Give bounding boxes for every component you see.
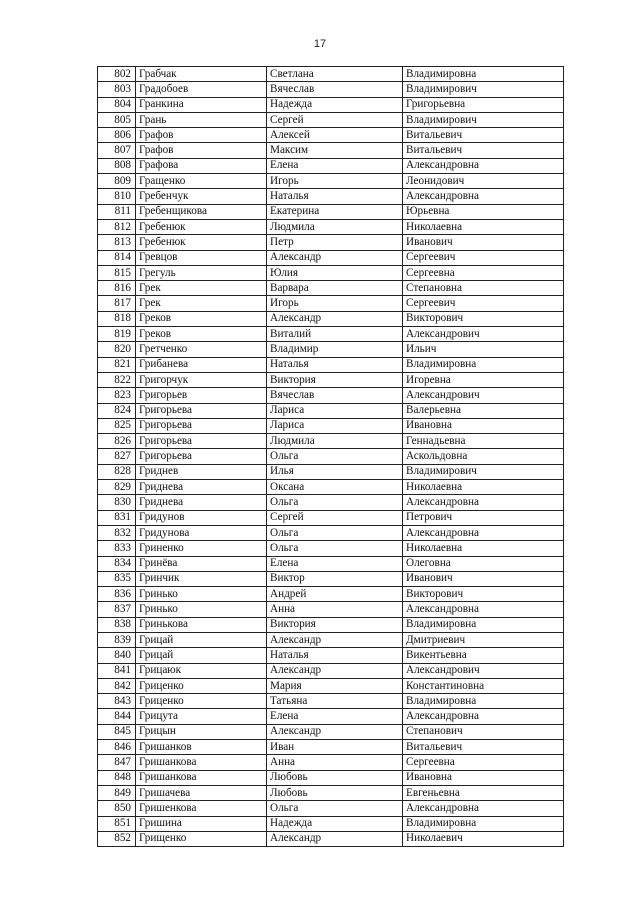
row-number-cell: 820: [98, 342, 136, 357]
patronymic-cell: Викентьевна: [403, 648, 564, 663]
table-row: [98, 587, 564, 602]
row-number-cell: 802: [98, 67, 136, 82]
first-name-cell: Любовь: [267, 770, 403, 785]
last-name-cell: Гриценко: [136, 694, 267, 709]
patronymic-cell: Александровна: [403, 709, 564, 724]
table-row: [98, 189, 564, 204]
table-row: [98, 418, 564, 433]
row-number-cell: 840: [98, 648, 136, 663]
first-name-cell: Екатерина: [267, 204, 403, 219]
first-name-cell: Андрей: [267, 587, 403, 602]
table-row: [98, 770, 564, 785]
table-row: [98, 709, 564, 724]
table-row: [98, 204, 564, 219]
patronymic-cell: Леонидович: [403, 174, 564, 189]
first-name-cell: Александр: [267, 311, 403, 326]
first-name-cell: Александр: [267, 250, 403, 265]
row-number-cell: 815: [98, 265, 136, 280]
last-name-cell: Григорьева: [136, 449, 267, 464]
patronymic-cell: Викторович: [403, 587, 564, 602]
first-name-cell: Александр: [267, 632, 403, 647]
row-number-cell: 850: [98, 801, 136, 816]
patronymic-cell: Александровна: [403, 602, 564, 617]
last-name-cell: Гришенкова: [136, 801, 267, 816]
patronymic-cell: Александровна: [403, 525, 564, 540]
table-row: [98, 495, 564, 510]
first-name-cell: Варвара: [267, 281, 403, 296]
table-row: [98, 648, 564, 663]
patronymic-cell: Сергеевна: [403, 265, 564, 280]
patronymic-cell: Сергеевич: [403, 250, 564, 265]
first-name-cell: Оксана: [267, 480, 403, 495]
patronymic-cell: Владимировна: [403, 67, 564, 82]
table-row: [98, 235, 564, 250]
row-number-cell: 835: [98, 571, 136, 586]
last-name-cell: Гретченко: [136, 342, 267, 357]
table-row: [98, 174, 564, 189]
last-name-cell: Грицута: [136, 709, 267, 724]
patronymic-cell: Владимирович: [403, 464, 564, 479]
table-row: [98, 480, 564, 495]
last-name-cell: Греков: [136, 311, 267, 326]
patronymic-cell: Юрьевна: [403, 204, 564, 219]
row-number-cell: 824: [98, 403, 136, 418]
first-name-cell: Наталья: [267, 648, 403, 663]
first-name-cell: Светлана: [267, 67, 403, 82]
row-number-cell: 836: [98, 587, 136, 602]
first-name-cell: Наталья: [267, 357, 403, 372]
first-name-cell: Елена: [267, 709, 403, 724]
table-row: [98, 388, 564, 403]
row-number-cell: 845: [98, 724, 136, 739]
last-name-cell: Грек: [136, 296, 267, 311]
patronymic-cell: Олеговна: [403, 556, 564, 571]
row-number-cell: 812: [98, 219, 136, 234]
table-row: [98, 372, 564, 387]
last-name-cell: Гребенчук: [136, 189, 267, 204]
row-number-cell: 806: [98, 128, 136, 143]
table-row: [98, 434, 564, 449]
table-row: [98, 296, 564, 311]
last-name-cell: Гриднева: [136, 495, 267, 510]
first-name-cell: Наталья: [267, 189, 403, 204]
last-name-cell: Грек: [136, 281, 267, 296]
table-row: [98, 632, 564, 647]
row-number-cell: 803: [98, 82, 136, 97]
first-name-cell: Юлия: [267, 265, 403, 280]
last-name-cell: Гридунов: [136, 510, 267, 525]
last-name-cell: Грищенко: [136, 831, 267, 846]
last-name-cell: Гриднев: [136, 464, 267, 479]
last-name-cell: Гринькова: [136, 617, 267, 632]
table-row: [98, 541, 564, 556]
row-number-cell: 826: [98, 434, 136, 449]
table-row: [98, 311, 564, 326]
last-name-cell: Григорьева: [136, 403, 267, 418]
patronymic-cell: Владимирович: [403, 82, 564, 97]
table-row: [98, 755, 564, 770]
table-row: [98, 128, 564, 143]
registry-table-body: [98, 67, 564, 847]
patronymic-cell: Евгеньевна: [403, 785, 564, 800]
table-row: [98, 694, 564, 709]
row-number-cell: 841: [98, 663, 136, 678]
table-row: [98, 724, 564, 739]
last-name-cell: Гревцов: [136, 250, 267, 265]
row-number-cell: 834: [98, 556, 136, 571]
table-row: [98, 602, 564, 617]
last-name-cell: Гребенюк: [136, 219, 267, 234]
row-number-cell: 843: [98, 694, 136, 709]
registry-table: [97, 66, 564, 847]
first-name-cell: Игорь: [267, 296, 403, 311]
table-row: [98, 265, 564, 280]
row-number-cell: 805: [98, 112, 136, 127]
first-name-cell: Виталий: [267, 327, 403, 342]
row-number-cell: 839: [98, 632, 136, 647]
row-number-cell: 852: [98, 831, 136, 846]
first-name-cell: Людмила: [267, 434, 403, 449]
row-number-cell: 827: [98, 449, 136, 464]
row-number-cell: 844: [98, 709, 136, 724]
first-name-cell: Виктор: [267, 571, 403, 586]
last-name-cell: Графова: [136, 158, 267, 173]
row-number-cell: 851: [98, 816, 136, 831]
first-name-cell: Петр: [267, 235, 403, 250]
table-row: [98, 556, 564, 571]
table-row: [98, 97, 564, 112]
last-name-cell: Гринчик: [136, 571, 267, 586]
patronymic-cell: Владимировна: [403, 816, 564, 831]
first-name-cell: Ольга: [267, 541, 403, 556]
table-row: [98, 801, 564, 816]
patronymic-cell: Степановна: [403, 281, 564, 296]
last-name-cell: Гребенщикова: [136, 204, 267, 219]
last-name-cell: Грань: [136, 112, 267, 127]
table-row: [98, 678, 564, 693]
row-number-cell: 813: [98, 235, 136, 250]
first-name-cell: Илья: [267, 464, 403, 479]
first-name-cell: Максим: [267, 143, 403, 158]
patronymic-cell: Ивановна: [403, 770, 564, 785]
first-name-cell: Елена: [267, 158, 403, 173]
patronymic-cell: Ивановна: [403, 418, 564, 433]
first-name-cell: Лариса: [267, 418, 403, 433]
row-number-cell: 816: [98, 281, 136, 296]
table-row: [98, 158, 564, 173]
patronymic-cell: Александровна: [403, 495, 564, 510]
patronymic-cell: Геннадьевна: [403, 434, 564, 449]
first-name-cell: Ольга: [267, 449, 403, 464]
patronymic-cell: Петрович: [403, 510, 564, 525]
last-name-cell: Гращенко: [136, 174, 267, 189]
patronymic-cell: Витальевич: [403, 128, 564, 143]
first-name-cell: Лариса: [267, 403, 403, 418]
last-name-cell: Грибанева: [136, 357, 267, 372]
first-name-cell: Анна: [267, 755, 403, 770]
row-number-cell: 846: [98, 740, 136, 755]
patronymic-cell: Ильич: [403, 342, 564, 357]
table-row: [98, 112, 564, 127]
first-name-cell: Игорь: [267, 174, 403, 189]
row-number-cell: 831: [98, 510, 136, 525]
patronymic-cell: Владимировна: [403, 617, 564, 632]
table-row: [98, 571, 564, 586]
last-name-cell: Гранкина: [136, 97, 267, 112]
first-name-cell: Александр: [267, 831, 403, 846]
table-row: [98, 525, 564, 540]
first-name-cell: Виктория: [267, 372, 403, 387]
patronymic-cell: Григорьевна: [403, 97, 564, 112]
row-number-cell: 822: [98, 372, 136, 387]
last-name-cell: Гребенюк: [136, 235, 267, 250]
row-number-cell: 819: [98, 327, 136, 342]
patronymic-cell: Игоревна: [403, 372, 564, 387]
table-row: [98, 617, 564, 632]
row-number-cell: 829: [98, 480, 136, 495]
last-name-cell: Гришачева: [136, 785, 267, 800]
table-row: [98, 67, 564, 82]
first-name-cell: Ольга: [267, 801, 403, 816]
last-name-cell: Гриднева: [136, 480, 267, 495]
patronymic-cell: Сергеевич: [403, 296, 564, 311]
row-number-cell: 849: [98, 785, 136, 800]
patronymic-cell: Николаевна: [403, 541, 564, 556]
patronymic-cell: Александровна: [403, 801, 564, 816]
patronymic-cell: Александрович: [403, 663, 564, 678]
first-name-cell: Александр: [267, 663, 403, 678]
patronymic-cell: Аскольдовна: [403, 449, 564, 464]
row-number-cell: 807: [98, 143, 136, 158]
table-row: [98, 510, 564, 525]
last-name-cell: Гридунова: [136, 525, 267, 540]
first-name-cell: Надежда: [267, 816, 403, 831]
table-row: [98, 785, 564, 800]
patronymic-cell: Николаевна: [403, 480, 564, 495]
patronymic-cell: Александровна: [403, 158, 564, 173]
table-row: [98, 82, 564, 97]
row-number-cell: 808: [98, 158, 136, 173]
row-number-cell: 817: [98, 296, 136, 311]
patronymic-cell: Владимирович: [403, 112, 564, 127]
first-name-cell: Виктория: [267, 617, 403, 632]
last-name-cell: Григорчук: [136, 372, 267, 387]
table-row: [98, 342, 564, 357]
table-row: [98, 357, 564, 372]
patronymic-cell: Иванович: [403, 571, 564, 586]
patronymic-cell: Константиновна: [403, 678, 564, 693]
last-name-cell: Григорьева: [136, 418, 267, 433]
last-name-cell: Грицай: [136, 648, 267, 663]
table-row: [98, 464, 564, 479]
last-name-cell: Гришанков: [136, 740, 267, 755]
last-name-cell: Градобоев: [136, 82, 267, 97]
table-row: [98, 250, 564, 265]
last-name-cell: Гришанкова: [136, 770, 267, 785]
first-name-cell: Елена: [267, 556, 403, 571]
first-name-cell: Мария: [267, 678, 403, 693]
first-name-cell: Алексей: [267, 128, 403, 143]
patronymic-cell: Николаевич: [403, 831, 564, 846]
row-number-cell: 842: [98, 678, 136, 693]
row-number-cell: 838: [98, 617, 136, 632]
patronymic-cell: Витальевич: [403, 740, 564, 755]
row-number-cell: 847: [98, 755, 136, 770]
patronymic-cell: Валерьевна: [403, 403, 564, 418]
last-name-cell: Гриценко: [136, 678, 267, 693]
patronymic-cell: Владимировна: [403, 694, 564, 709]
last-name-cell: Графов: [136, 143, 267, 158]
row-number-cell: 848: [98, 770, 136, 785]
row-number-cell: 833: [98, 541, 136, 556]
last-name-cell: Грицай: [136, 632, 267, 647]
row-number-cell: 804: [98, 97, 136, 112]
table-row: [98, 327, 564, 342]
table-row: [98, 143, 564, 158]
first-name-cell: Вячеслав: [267, 388, 403, 403]
first-name-cell: Любовь: [267, 785, 403, 800]
patronymic-cell: Сергеевна: [403, 755, 564, 770]
last-name-cell: Гриненко: [136, 541, 267, 556]
last-name-cell: Грицаюк: [136, 663, 267, 678]
first-name-cell: Анна: [267, 602, 403, 617]
row-number-cell: 823: [98, 388, 136, 403]
last-name-cell: Григорьева: [136, 434, 267, 449]
first-name-cell: Надежда: [267, 97, 403, 112]
last-name-cell: Грицын: [136, 724, 267, 739]
patronymic-cell: Владимировна: [403, 357, 564, 372]
first-name-cell: Александр: [267, 724, 403, 739]
first-name-cell: Вячеслав: [267, 82, 403, 97]
row-number-cell: 809: [98, 174, 136, 189]
first-name-cell: Владимир: [267, 342, 403, 357]
table-row: [98, 281, 564, 296]
first-name-cell: Сергей: [267, 510, 403, 525]
row-number-cell: 828: [98, 464, 136, 479]
first-name-cell: Татьяна: [267, 694, 403, 709]
last-name-cell: Греков: [136, 327, 267, 342]
patronymic-cell: Дмитриевич: [403, 632, 564, 647]
page-number: 17: [313, 38, 327, 50]
row-number-cell: 830: [98, 495, 136, 510]
table-row: [98, 449, 564, 464]
last-name-cell: Григорьев: [136, 388, 267, 403]
first-name-cell: Людмила: [267, 219, 403, 234]
patronymic-cell: Александровна: [403, 189, 564, 204]
last-name-cell: Гринько: [136, 602, 267, 617]
row-number-cell: 818: [98, 311, 136, 326]
last-name-cell: Гринько: [136, 587, 267, 602]
patronymic-cell: Иванович: [403, 235, 564, 250]
last-name-cell: Графов: [136, 128, 267, 143]
first-name-cell: Ольга: [267, 495, 403, 510]
last-name-cell: Гришанкова: [136, 755, 267, 770]
last-name-cell: Грегуль: [136, 265, 267, 280]
patronymic-cell: Степанович: [403, 724, 564, 739]
first-name-cell: Ольга: [267, 525, 403, 540]
table-row: [98, 816, 564, 831]
last-name-cell: Грабчак: [136, 67, 267, 82]
first-name-cell: Иван: [267, 740, 403, 755]
patronymic-cell: Викторович: [403, 311, 564, 326]
patronymic-cell: Александрович: [403, 327, 564, 342]
table-row: [98, 831, 564, 846]
first-name-cell: Сергей: [267, 112, 403, 127]
row-number-cell: 821: [98, 357, 136, 372]
table-row: [98, 663, 564, 678]
table-row: [98, 403, 564, 418]
table-row: [98, 740, 564, 755]
row-number-cell: 814: [98, 250, 136, 265]
row-number-cell: 810: [98, 189, 136, 204]
row-number-cell: 832: [98, 525, 136, 540]
table-row: [98, 219, 564, 234]
patronymic-cell: Витальевич: [403, 143, 564, 158]
last-name-cell: Гришина: [136, 816, 267, 831]
row-number-cell: 825: [98, 418, 136, 433]
last-name-cell: Гринёва: [136, 556, 267, 571]
row-number-cell: 811: [98, 204, 136, 219]
row-number-cell: 837: [98, 602, 136, 617]
patronymic-cell: Александрович: [403, 388, 564, 403]
patronymic-cell: Николаевна: [403, 219, 564, 234]
